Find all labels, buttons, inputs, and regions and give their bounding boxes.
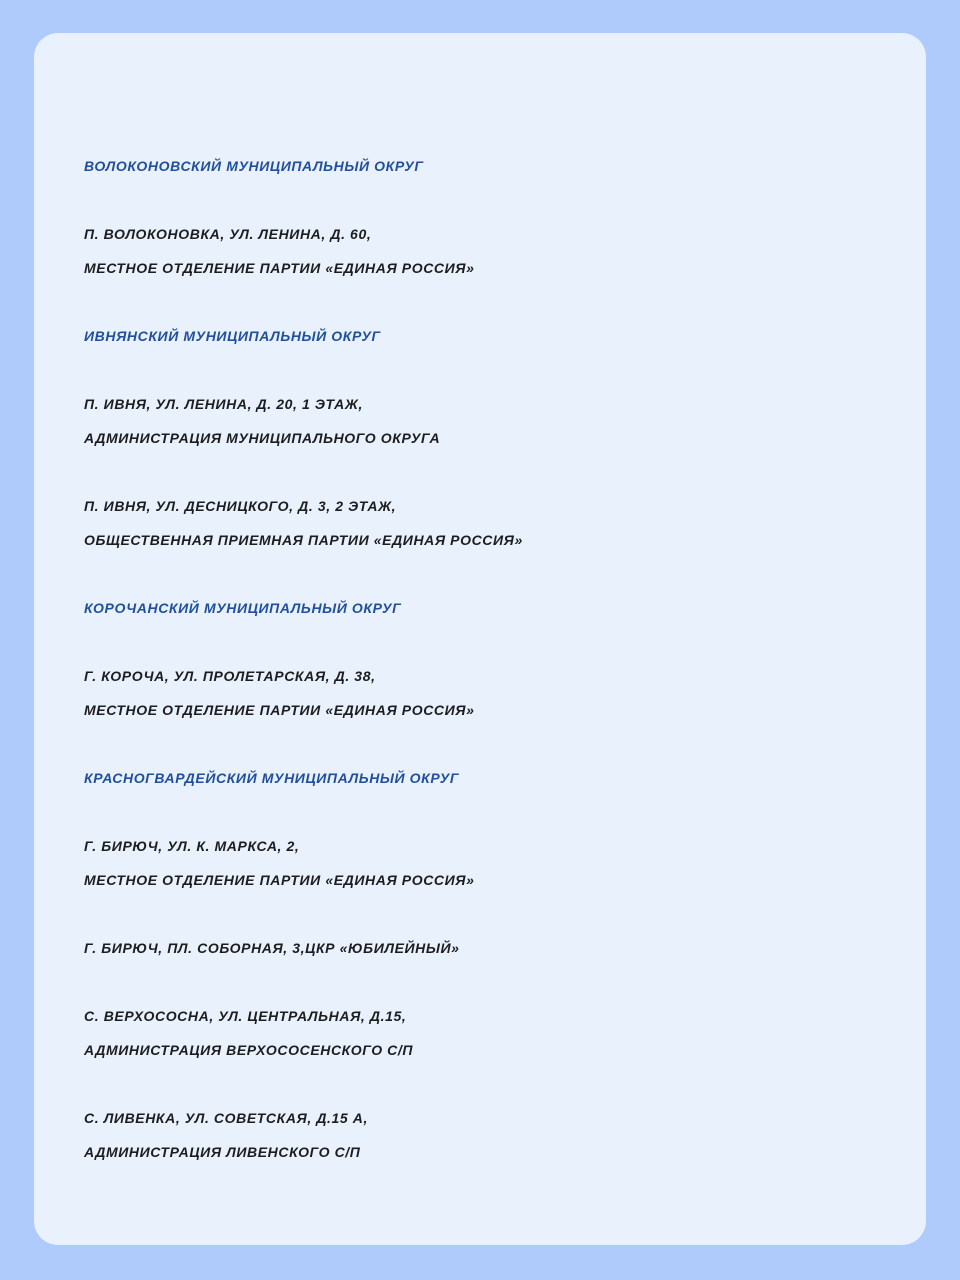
- address-line: АДМИНИСТРАЦИЯ МУНИЦИПАЛЬНОГО ОКРУГА: [84, 430, 441, 446]
- district-heading: ИВНЯНСКИЙ МУНИЦИПАЛЬНЫЙ ОКРУГ: [84, 328, 381, 344]
- address-line: АДМИНИСТРАЦИЯ ВЕРХОСОСЕНСКОГО С/П: [84, 1042, 414, 1058]
- address-line: АДМИНИСТРАЦИЯ ЛИВЕНСКОГО С/П: [84, 1144, 361, 1160]
- address-line: П. ИВНЯ, УЛ. ДЕСНИЦКОГО, Д. 3, 2 ЭТАЖ,: [84, 498, 397, 514]
- address-block: [84, 931, 926, 965]
- address-block: [84, 999, 926, 1067]
- address-line: Г. КОРОЧА, УЛ. ПРОЛЕТАРСКАЯ, Д. 38,: [84, 668, 376, 684]
- address-line: МЕСТНОЕ ОТДЕЛЕНИЕ ПАРТИИ «ЕДИНАЯ РОССИЯ»: [84, 260, 475, 276]
- address-line: П. ВОЛОКОНОВКА, УЛ. ЛЕНИНА, Д. 60,: [84, 226, 372, 242]
- address-line: Г. БИРЮЧ, УЛ. К. МАРКСА, 2,: [84, 838, 300, 854]
- address-card: [34, 33, 926, 1245]
- address-line: П. ИВНЯ, УЛ. ЛЕНИНА, Д. 20, 1 ЭТАЖ,: [84, 396, 363, 412]
- address-block: [84, 489, 926, 557]
- address-block: [84, 659, 926, 727]
- district-heading: КРАСНОГВАРДЕЙСКИЙ МУНИЦИПАЛЬНЫЙ ОКРУГ: [84, 770, 460, 786]
- district-heading: ВОЛОКОНОВСКИЙ МУНИЦИПАЛЬНЫЙ ОКРУГ: [84, 158, 424, 174]
- address-block: [84, 1101, 926, 1169]
- district-heading: КОРОЧАНСКИЙ МУНИЦИПАЛЬНЫЙ ОКРУГ: [84, 600, 402, 616]
- address-block: [84, 387, 926, 455]
- address-line: МЕСТНОЕ ОТДЕЛЕНИЕ ПАРТИИ «ЕДИНАЯ РОССИЯ»: [84, 702, 475, 718]
- address-line: С. ЛИВЕНКА, УЛ. СОВЕТСКАЯ, Д.15 А,: [84, 1110, 369, 1126]
- address-line: МЕСТНОЕ ОТДЕЛЕНИЕ ПАРТИИ «ЕДИНАЯ РОССИЯ»: [84, 872, 475, 888]
- address-block: [84, 829, 926, 897]
- address-line: ОБЩЕСТВЕННАЯ ПРИЕМНАЯ ПАРТИИ «ЕДИНАЯ РОССИЯ»: [84, 532, 523, 548]
- address-line: Г. БИРЮЧ, ПЛ. СОБОРНАЯ, 3,ЦКР «ЮБИЛЕЙНЫЙ»: [84, 940, 460, 956]
- address-line: С. ВЕРХОСОСНА, УЛ. ЦЕНТРАЛЬНАЯ, Д.15,: [84, 1008, 407, 1024]
- address-block: [84, 217, 926, 285]
